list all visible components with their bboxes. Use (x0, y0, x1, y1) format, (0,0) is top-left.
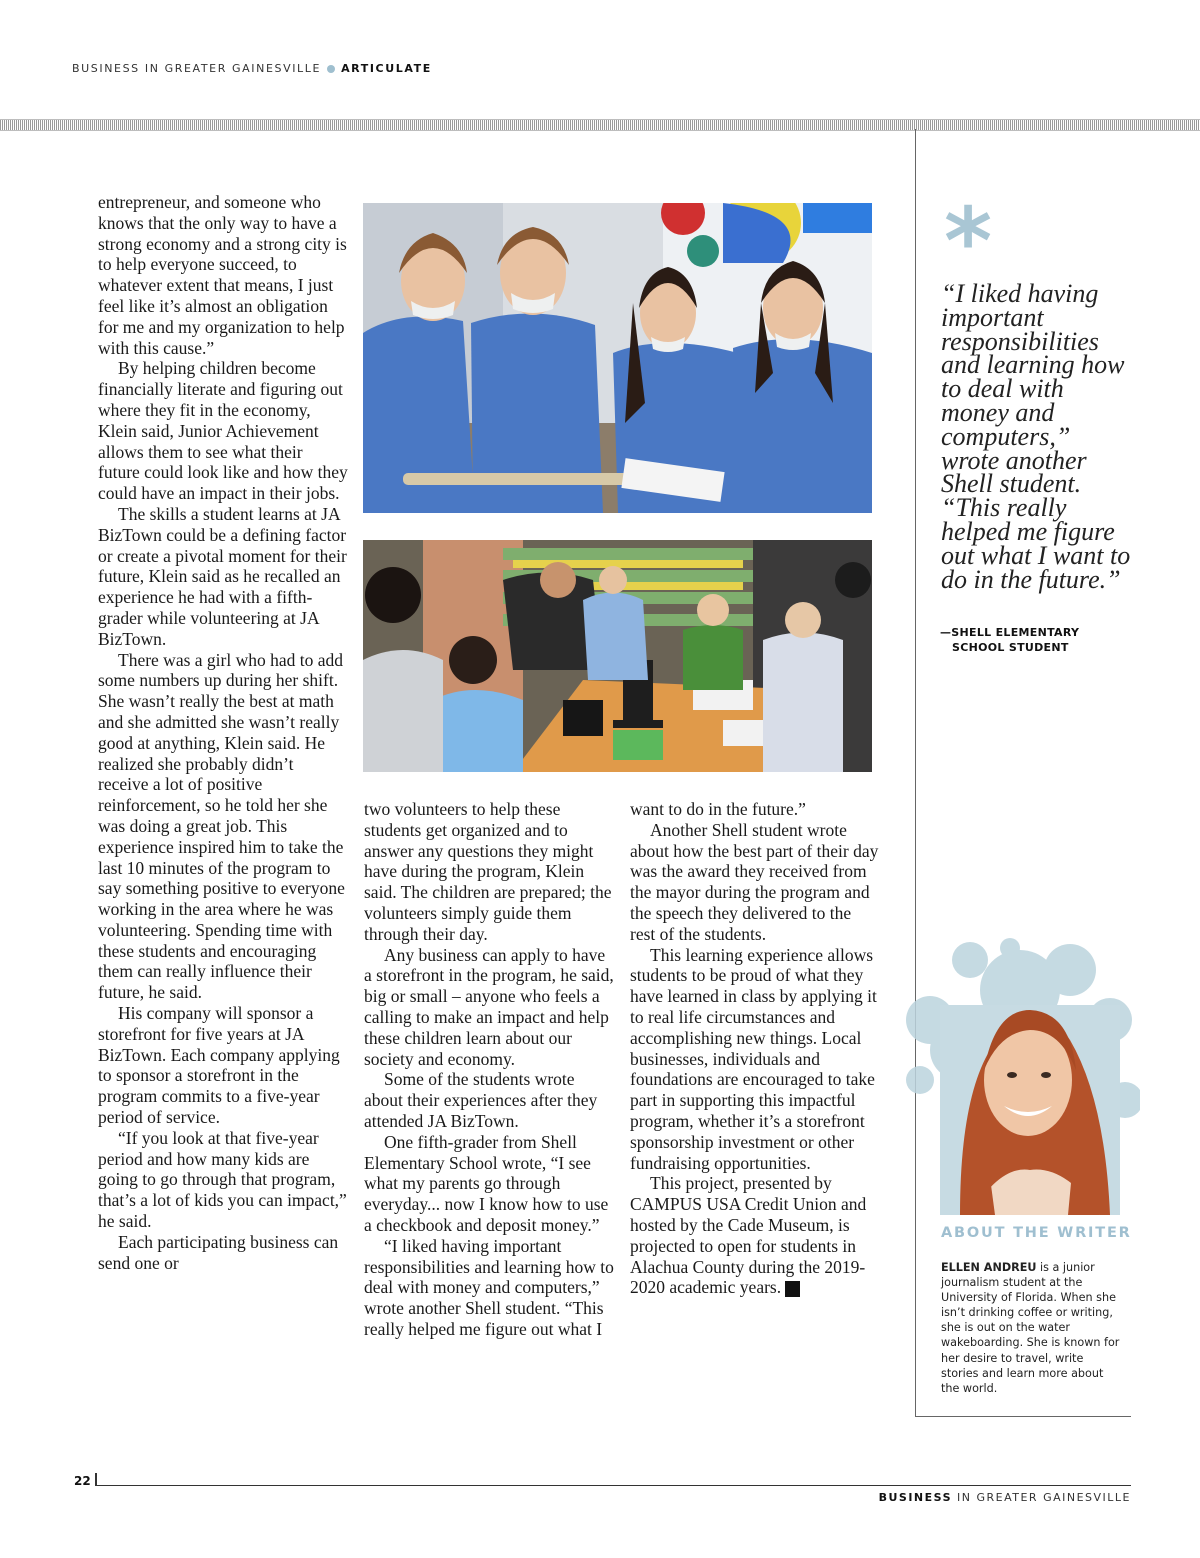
paragraph: “If you look at that five-year period and how many kids are going to go through that program, that’s a lot of kids you can impact,” he said. (98, 1127, 347, 1232)
paragraph: “I liked having important responsibilities and learning how to deal with money and computers,” wrote another Shell student. “This really helped me figure out what I (364, 1235, 614, 1339)
paragraph: Any business can apply to have a storefront in the program, he said, big or small – anyone who feels a calling to make an impact and help these children learn about our society and economy. (364, 944, 614, 1069)
attribution-line: —SHELL ELEMENTARY (940, 626, 1080, 639)
paragraph: The skills a student learns at JA BizTown could be a defining factor or create a pivotal moment for their future, Klein said as he recalled an experience he had with a fifth-grader while volunteering at JA BizTown. (98, 503, 347, 649)
paragraph (630, 1173, 880, 1298)
article-column-1 (98, 192, 348, 1273)
footer-title-bold: BUSINESS (878, 1491, 952, 1504)
decorative-pattern-bar (0, 119, 1200, 131)
writer-bio-text: is a junior journalism student at the University of Florida. When she isn’t drinking coffee or writing, she is out on the water wakeboarding. She is known for her desire to travel, write stories and learn more about the world. (941, 1261, 1120, 1395)
photo-students-at-computer (363, 540, 872, 772)
footer-title-rest: IN GREATER GAINESVILLE (952, 1491, 1131, 1504)
paragraph: Some of the students wrote about their experiences after they attended JA BizTown. (364, 1069, 598, 1131)
publication-name: BUSINESS IN GREATER GAINESVILLE (72, 62, 322, 75)
attribution-line: SCHOOL STUDENT (952, 641, 1069, 654)
paragraph-text: This project, presented by CAMPUS USA Credit Union and hosted by the Cade Museum, is projected to open for students in Alachua County during the 2019-2020 academic years. (630, 1173, 867, 1298)
paragraph: two volunteers to help these students get organized and to answer any questions they might have during the program, Klein said. The children are prepared; the volunteers simply guide them through their day. (364, 799, 612, 944)
paragraph: want to do in the future.” (630, 799, 806, 819)
photo-students-in-scrubs (363, 203, 872, 513)
writer-portrait (900, 930, 1140, 1220)
paragraph: Each participating business can send one or (98, 1231, 339, 1273)
pull-quote: “I liked having important responsibilities and learning how to deal with money and computers,” wrote another Shell student. “This really helped me figure out what I want to do in the future.” (941, 279, 1131, 594)
section-name: ARTICULATE (341, 62, 432, 75)
paragraph: There was a girl who had to add some numbers up during her shift. She wasn’t really the best at math and she admitted she wasn’t really good at anything, Klein said. He realized she probably didn’t receive a lot of positive reinforcement, so he told her she was doing a great job. This experience inspired him to take the last 10 minutes of the program to say something positive to everyone working in the area where he was volunteering. Spending time with these students and encouraging them can really influence their future, he said. (98, 649, 345, 1003)
asterisk-icon: * (944, 188, 993, 295)
paragraph: Another Shell student wrote about how the best part of their day was the award they received from the mayor during the program and the speech they delivered to the rest of the students. (630, 819, 879, 944)
end-of-article-mark: B (785, 1281, 800, 1297)
article-column-2 (364, 799, 614, 1340)
paragraph: By helping children become financially literate and figuring out where they fit in the economy, Klein said, Junior Achievement allows them to see what their future could look like and how they could have an impact in their jobs. (98, 358, 348, 504)
article-column-3 (630, 799, 880, 1298)
sidebar-bottom-divider (915, 1416, 1131, 1417)
paragraph: This learning experience allows students to be proud of what they have learned in class by applying it to real life circumstances and accomplishing new things. Local businesses, individuals and foundations are encouraged to take part in supporting this impactful program, whether it’s a storefront sponsorship investment or other fundraising opportunities. (630, 944, 877, 1173)
footer-rule (95, 1485, 1131, 1486)
about-writer-heading: ABOUT THE WRITER (941, 1225, 1132, 1241)
paragraph: entrepreneur, and someone who knows that the only way to have a strong economy and a strong city is to help everyone succeed, to whatever extent that means, I just feel like it’s almost an obligation for me and my organization to help with this cause.” (98, 192, 347, 358)
bullet-dot (327, 65, 335, 73)
footer-publication (879, 1491, 1131, 1504)
page-number: 22 (74, 1474, 91, 1488)
about-writer-bio (941, 1260, 1121, 1396)
writer-name: ELLEN ANDREU (941, 1261, 1037, 1274)
quote-attribution (940, 625, 1130, 655)
paragraph: His company will sponsor a storefront for five years at JA BizTown. Each company applying to sponsor a storefront in the program commits to a five-year period of service. (98, 1003, 340, 1128)
paragraph: One fifth-grader from Shell Elementary School wrote, “I see what my parents go through everyday... now I know how to use a checkbook and deposit money.” (364, 1131, 609, 1235)
running-header (72, 62, 432, 75)
sidebar-divider (915, 129, 916, 1417)
